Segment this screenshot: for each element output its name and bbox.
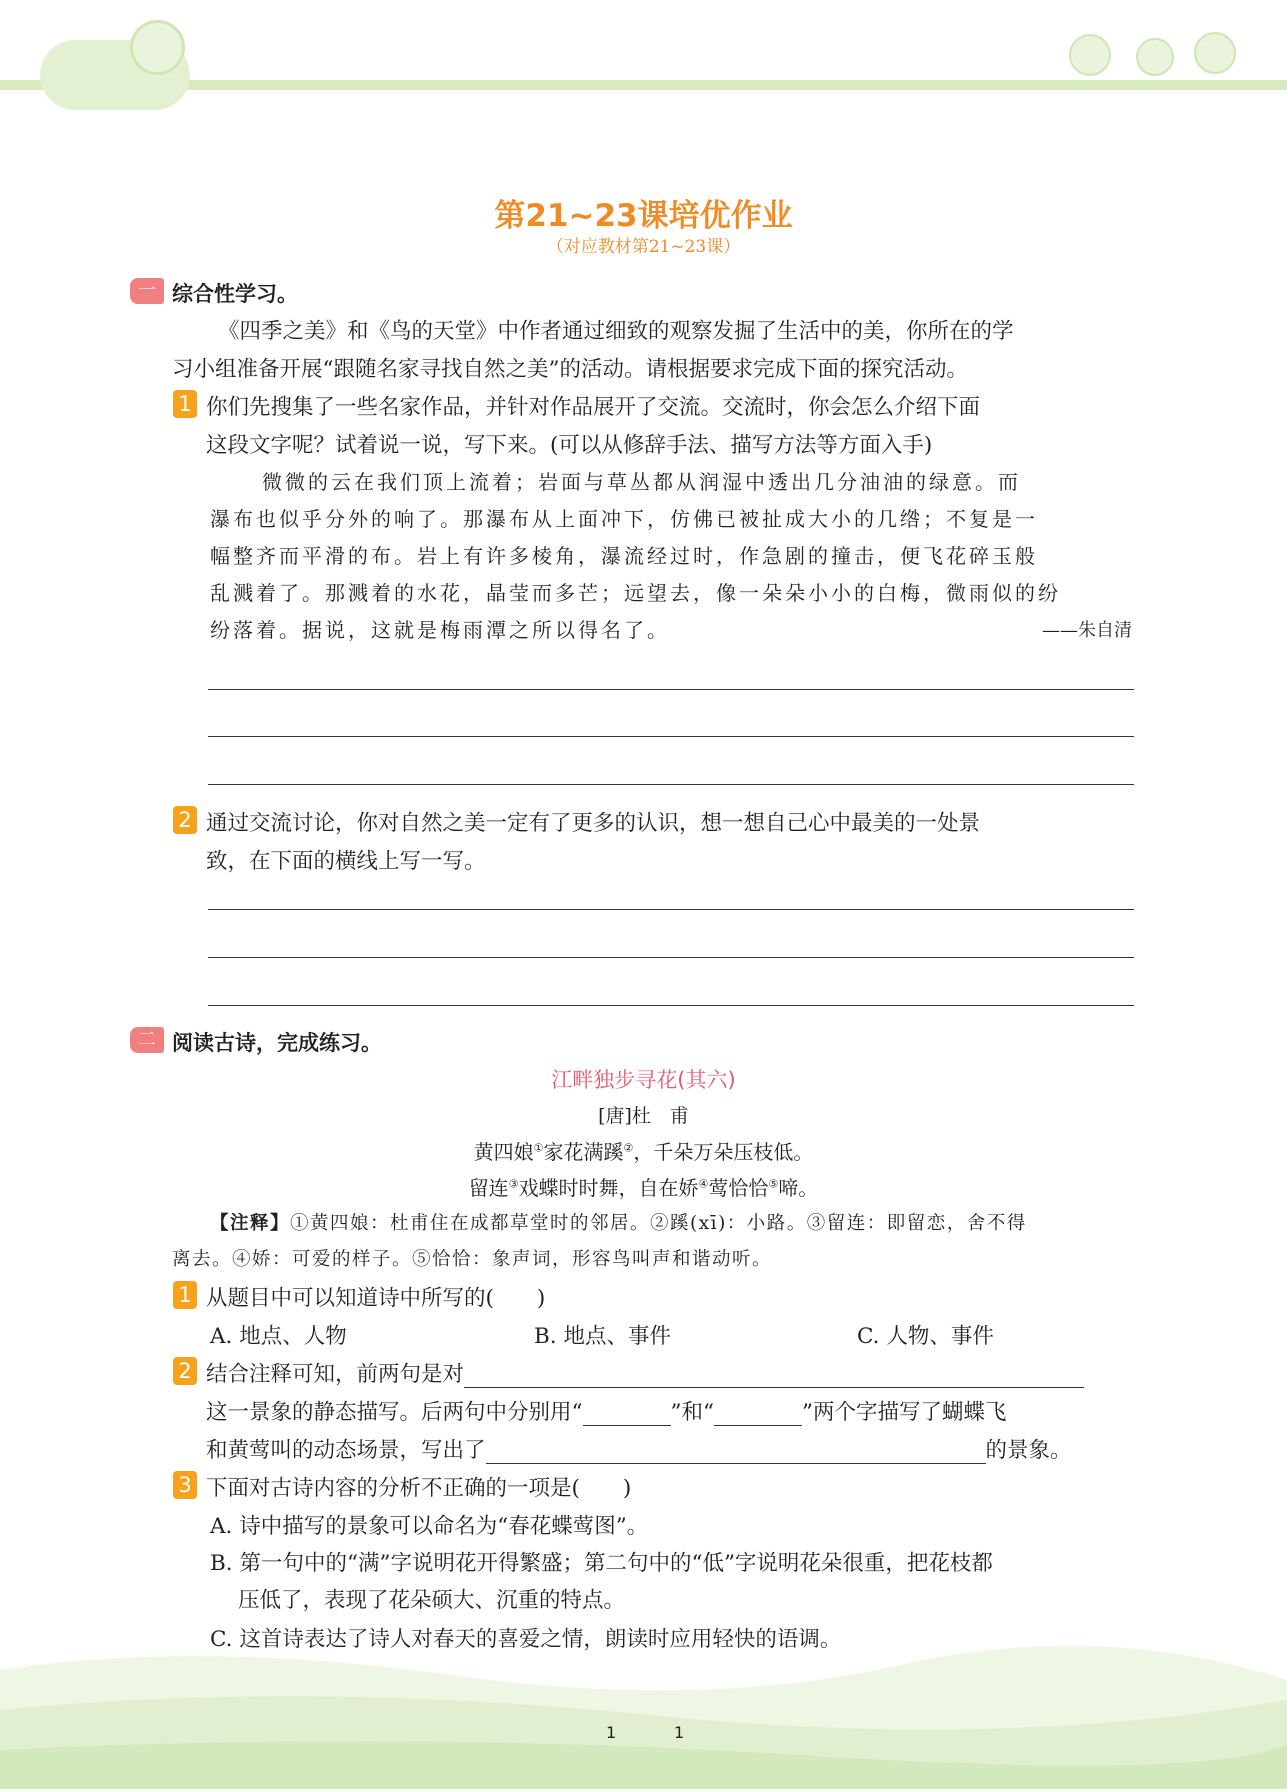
question-text: 你们先搜集了一些名家作品，并针对作品展开了交流。交流时，你会怎么介绍下面: [206, 395, 981, 420]
poem-line: 黄四娘①家花满蹊②，千朵万朵压枝低。: [473, 1140, 814, 1164]
option-c[interactable]: C. 人物、事件: [857, 1324, 994, 1349]
answer-line[interactable]: [208, 784, 1134, 785]
intro-line: 习小组准备开展“跟随名家寻找自然之美”的活动。请根据要求完成下面的探究活动。: [172, 357, 968, 382]
passage-line: 纷落着。据说，这就是梅雨潭之所以得名了。: [210, 618, 670, 642]
section-heading: 阅读古诗，完成练习。: [172, 1031, 382, 1055]
option-c[interactable]: C. 这首诗表达了诗人对春天的喜爱之情，朗读时应用轻快的语调。: [210, 1627, 842, 1652]
page-number: 1: [606, 1723, 617, 1742]
passage-author: ——朱自清: [1042, 620, 1132, 641]
notes-line: 离去。④娇：可爱的样子。⑤恰恰：象声词，形容鸟叫声和谐动听。: [172, 1249, 773, 1270]
fill-blank[interactable]: [464, 1366, 1084, 1388]
answer-line[interactable]: [208, 909, 1134, 910]
page-subtitle: （对应教材第21~23课）: [546, 237, 741, 257]
cartoon-animals-icon: [1060, 25, 1250, 80]
intro-line: 《四季之美》和《鸟的天堂》中作者通过细致的观察发掘了生活中的美，你所在的学: [218, 319, 1014, 344]
answer-line[interactable]: [208, 736, 1134, 737]
poem-author: [唐]杜 甫: [598, 1105, 689, 1127]
hills-decoration: [0, 1640, 1287, 1789]
question-number: 1: [173, 390, 197, 418]
question-number: 2: [173, 1357, 197, 1385]
top-band: [0, 80, 1287, 90]
question-number: 1: [173, 1281, 197, 1309]
answer-line[interactable]: [208, 957, 1134, 958]
fill-blank[interactable]: [583, 1404, 671, 1426]
option-b[interactable]: B. 地点、事件: [534, 1324, 671, 1349]
section-heading: 综合性学习。: [172, 282, 298, 306]
section-badge: 二: [130, 1027, 164, 1053]
question-text: 下面对古诗内容的分析不正确的一项是( ): [206, 1476, 632, 1501]
poem-title: 江畔独步寻花(其六): [551, 1068, 736, 1092]
poem-line: 留连③戏蝶时时舞，自在娇④莺恰恰⑤啼。: [468, 1176, 819, 1200]
answer-line[interactable]: [208, 1005, 1134, 1006]
option-a[interactable]: A. 诗中描写的景象可以命名为“春花蝶莺图”。: [210, 1514, 649, 1539]
question-text: 和黄莺叫的动态场景，写出了 的景象。: [206, 1438, 1072, 1463]
question-text: 结合注释可知，前两句是对: [206, 1357, 1084, 1388]
question-text: 通过交流讨论，你对自然之美一定有了更多的认识，想一想自己心中最美的一处景: [206, 811, 981, 836]
question-number: 2: [173, 806, 197, 834]
question-text: 从题目中可以知道诗中所写的( ): [206, 1286, 546, 1311]
fill-blank[interactable]: [486, 1442, 986, 1464]
question-text: 这段文字呢？试着说一说，写下来。(可以从修辞手法、描写方法等方面入手): [206, 433, 933, 458]
passage-line: 微微的云在我们顶上流着；岩面与草丛都从润湿中透出几分油油的绿意。而: [262, 470, 1021, 494]
page-number: 1: [674, 1723, 685, 1742]
question-number: 3: [173, 1471, 197, 1499]
option-b-continued: 压低了，表现了花朵硕大、沉重的特点。: [238, 1588, 626, 1613]
section-badge: 一: [130, 278, 164, 304]
passage-line: 幅整齐而平滑的布。岩上有许多棱角，瀑流经过时，作急剧的撞击，便飞花碎玉般: [210, 544, 1038, 568]
option-a[interactable]: A. 地点、人物: [210, 1324, 347, 1349]
question-text: 这一景象的静态描写。后两句中分别用“ ”和“ ”两个字描写了蝴蝶飞: [206, 1400, 1007, 1425]
question-text: 致，在下面的横线上写一写。: [206, 849, 486, 874]
passage-line: 乱溅着了。那溅着的水花，晶莹而多芒；远望去，像一朵朵小小的白梅，微雨似的纷: [210, 581, 1061, 605]
answer-line[interactable]: [208, 689, 1134, 690]
passage-line: 瀑布也似乎分外的响了。那瀑布从上面冲下，仿佛已被扯成大小的几绺；不复是一: [210, 507, 1038, 531]
page-title: 第21~23课培优作业: [494, 198, 793, 234]
option-b[interactable]: B. 第一句中的“满”字说明花开得繁盛；第二句中的“低”字说明花朵很重，把花枝都: [210, 1551, 993, 1576]
fill-blank[interactable]: [714, 1404, 802, 1426]
sun-icon: [130, 20, 185, 75]
notes-line: 【注释】①黄四娘：杜甫住在成都草堂时的邻居。②蹊(xī)：小路。③留连：即留恋，舍不得: [210, 1213, 1027, 1234]
